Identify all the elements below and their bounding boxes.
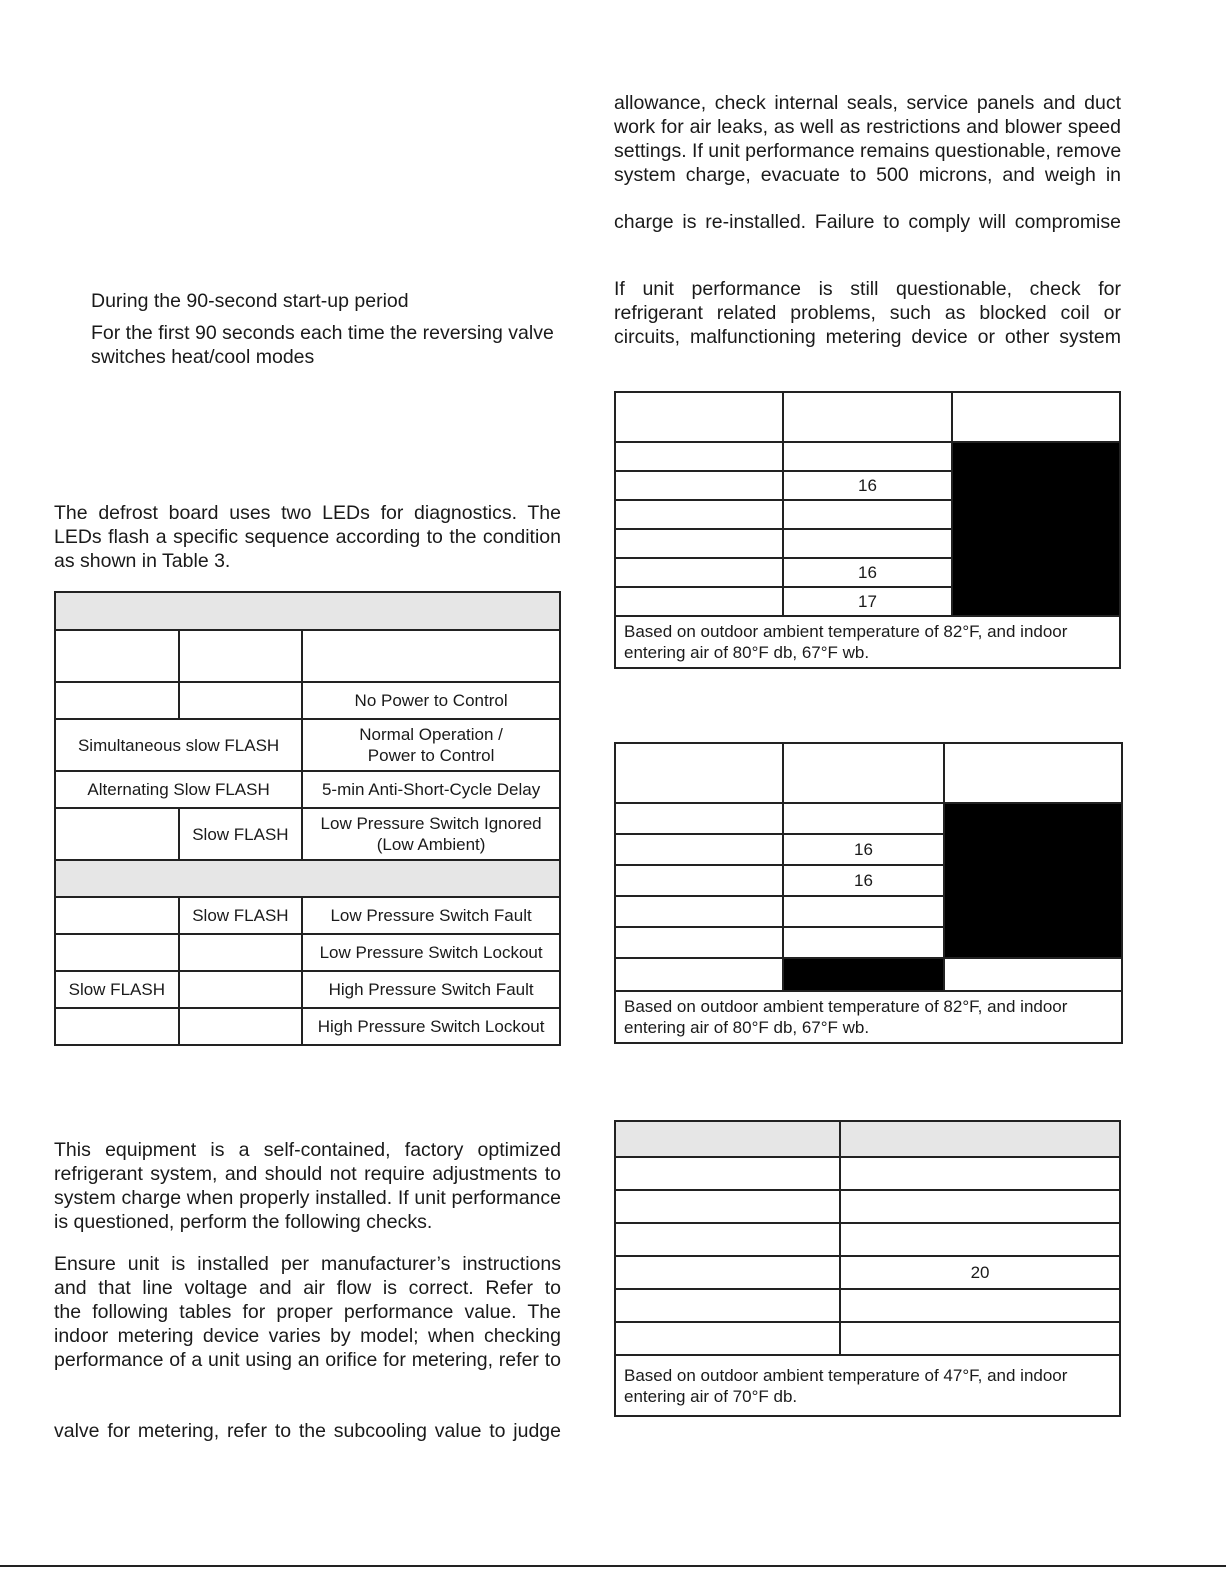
- value-cell: [783, 529, 951, 558]
- table-row: [55, 1008, 560, 1045]
- table-header-cell: [783, 743, 943, 803]
- led2-cell: [179, 682, 303, 719]
- table-header-cell: [615, 392, 783, 442]
- table-cell: [615, 927, 783, 958]
- install-paragraph: [54, 1252, 561, 1372]
- value-cell: [840, 1157, 1120, 1190]
- table-cell: [615, 500, 783, 529]
- table-row: [55, 897, 560, 934]
- text-line: settings. If unit performance remains questionable, remove: [614, 140, 1122, 162]
- table-row: [615, 1256, 1120, 1289]
- led1-cell: [55, 897, 179, 934]
- value-cell: [783, 500, 951, 529]
- condition-cell: No Power to Control: [302, 682, 560, 719]
- condition-line: (Low Ambient): [376, 835, 486, 854]
- note-line: entering air of 80°F db, 67°F wb.: [624, 1018, 870, 1037]
- value-cell: [783, 896, 943, 927]
- text-line: and that line voltage and air flow is correct. Refer to: [54, 1277, 561, 1299]
- diagnostics-intro-paragraph: [54, 501, 561, 573]
- note-line: Based on outdoor ambient temperature of 47°F, and indoor: [624, 1365, 1068, 1385]
- text-line: is questioned, perform the following checks.: [54, 1211, 433, 1233]
- allowance-paragraph: [614, 91, 1121, 187]
- text-line: valve for metering, refer to the subcooling value to judge: [54, 1420, 561, 1442]
- masked-cell: [952, 442, 1120, 616]
- led1-cell: [55, 934, 179, 971]
- performance-table-b: [614, 742, 1123, 1044]
- value-cell: [840, 1190, 1120, 1223]
- footer-rule: [0, 1565, 1226, 1567]
- table-cell: [615, 587, 783, 616]
- led2-cell: Slow FLASH: [179, 897, 303, 934]
- value-cell: 16: [783, 865, 943, 896]
- masked-cell: [783, 958, 943, 991]
- table-row: [615, 1289, 1120, 1322]
- condition-cell: Low Pressure Switch Lockout: [302, 934, 560, 971]
- value-cell: 16: [783, 558, 951, 587]
- text-line: the following tables for proper performance value. The: [54, 1301, 561, 1323]
- table-row: [615, 1190, 1120, 1223]
- table-header-cell: [952, 392, 1120, 442]
- table-row: [615, 1322, 1120, 1355]
- text-line: as shown in Table 3.: [54, 550, 231, 572]
- table-section-row: [55, 860, 560, 897]
- table-cell: [615, 1322, 840, 1355]
- led-diagnostics-table: [54, 591, 561, 1046]
- table-note: [615, 1355, 1120, 1416]
- table-cell: [944, 958, 1122, 991]
- condition-cell: Low Pressure Switch Fault: [302, 897, 560, 934]
- table-cell: [615, 1256, 840, 1289]
- startup-item-2: [91, 321, 561, 369]
- table-row: [55, 682, 560, 719]
- note-line: entering air of 80°F db, 67°F wb.: [624, 643, 870, 662]
- led2-cell: [179, 1008, 303, 1045]
- value-cell: [840, 1223, 1120, 1256]
- table-header-cell: [179, 630, 303, 682]
- questionable-paragraph: [614, 277, 1121, 349]
- table-row: [55, 808, 560, 860]
- text-line: LEDs flash a specific sequence according to the condition: [54, 526, 561, 548]
- table-row: [615, 442, 1120, 471]
- table-cell: [615, 1289, 840, 1322]
- table-cell: [615, 896, 783, 927]
- condition-line: Power to Control: [367, 746, 495, 765]
- table-header-cell: [615, 1121, 840, 1157]
- table-cell: [615, 1223, 840, 1256]
- table-row: [55, 934, 560, 971]
- text-line: system charge when properly installed. If unit performance: [54, 1187, 561, 1209]
- led1-cell: [55, 808, 179, 860]
- table-row: [615, 1223, 1120, 1256]
- led2-cell: Slow FLASH: [179, 808, 303, 860]
- table-row: [615, 803, 1122, 834]
- value-cell: [840, 1322, 1120, 1355]
- table-header-cell: [783, 392, 951, 442]
- table-title-row: [55, 592, 560, 630]
- led-pattern-cell: Simultaneous slow FLASH: [55, 719, 302, 771]
- table-cell: [615, 834, 783, 865]
- table-row: [615, 1157, 1120, 1190]
- text-line: system charge, evacuate to 500 microns, and weigh in: [614, 164, 1121, 186]
- table-cell: [615, 442, 783, 471]
- table-note: [615, 616, 1120, 668]
- performance-table-a: [614, 391, 1121, 669]
- led2-cell: [179, 971, 303, 1008]
- text-line: charge is re-installed. Failure to comply will compromise: [614, 211, 1121, 233]
- table-cell: [615, 803, 783, 834]
- condition-cell: [302, 719, 560, 771]
- table-row: [55, 971, 560, 1008]
- startup-item-2-line-1: For the first 90 seconds each time the reversing valve: [91, 322, 554, 344]
- value-cell: 20: [840, 1256, 1120, 1289]
- table-header-cell: [615, 743, 783, 803]
- table-row: [55, 771, 560, 808]
- value-cell: [840, 1289, 1120, 1322]
- table-cell: [615, 558, 783, 587]
- note-line: Based on outdoor ambient temperature of 82°F, and indoor: [624, 622, 1068, 641]
- text-line: indoor metering device varies by model; when checking: [54, 1325, 561, 1347]
- table-cell: [615, 1190, 840, 1223]
- value-cell: [783, 442, 951, 471]
- text-line: performance of a unit using an orifice for metering, refer to: [54, 1349, 561, 1371]
- value-cell: [783, 927, 943, 958]
- performance-table-c: [614, 1120, 1121, 1417]
- note-line: entering air of 70°F db.: [624, 1386, 798, 1406]
- led2-cell: [179, 934, 303, 971]
- startup-item-1: During the 90-second start-up period: [91, 290, 409, 312]
- value-cell: [783, 803, 943, 834]
- valve-line: [54, 1419, 561, 1443]
- text-line: If unit performance is still questionable, check for: [614, 278, 1121, 300]
- note-line: Based on outdoor ambient temperature of 82°F, and indoor: [624, 997, 1068, 1016]
- led1-cell: [55, 1008, 179, 1045]
- condition-line: Low Pressure Switch Ignored: [320, 814, 542, 833]
- text-line: The defrost board uses two LEDs for diagnostics. The: [54, 502, 561, 524]
- text-line: allowance, check internal seals, service panels and duct: [614, 92, 1121, 114]
- table-note: [615, 991, 1122, 1043]
- text-line: This equipment is a self-contained, factory optimized: [54, 1139, 561, 1161]
- table-row: [55, 719, 560, 771]
- text-line: circuits, malfunctioning metering device or other system: [614, 326, 1121, 348]
- reinstalled-line: [614, 210, 1121, 234]
- table-cell: [615, 958, 783, 991]
- table-header-cell: [302, 630, 560, 682]
- condition-cell: High Pressure Switch Fault: [302, 971, 560, 1008]
- value-cell: 16: [783, 834, 943, 865]
- table-cell: [615, 1157, 840, 1190]
- text-line: refrigerant system, and should not require adjustments to: [54, 1163, 561, 1185]
- condition-line: Normal Operation /: [359, 725, 503, 744]
- table-cell: [615, 471, 783, 500]
- charge-paragraph: [54, 1138, 561, 1234]
- text-line: Ensure unit is installed per manufacturer’s instructions: [54, 1253, 561, 1275]
- condition-cell: [302, 808, 560, 860]
- condition-cell: 5-min Anti-Short-Cycle Delay: [302, 771, 560, 808]
- text-line: work for air leaks, as well as restrictions and blower speed: [614, 116, 1121, 138]
- text-line: refrigerant related problems, such as blocked coil or: [614, 302, 1121, 324]
- table-row: [615, 958, 1122, 991]
- value-cell: 16: [783, 471, 951, 500]
- condition-cell: High Pressure Switch Lockout: [302, 1008, 560, 1045]
- masked-cell: [944, 803, 1122, 958]
- table-cell: [615, 865, 783, 896]
- led1-cell: Slow FLASH: [55, 971, 179, 1008]
- led-pattern-cell: Alternating Slow FLASH: [55, 771, 302, 808]
- table-header-cell: [840, 1121, 1120, 1157]
- table-header-cell: [944, 743, 1122, 803]
- table-header-cell: [55, 630, 179, 682]
- value-cell: 17: [783, 587, 951, 616]
- startup-item-2-line-2: switches heat/cool modes: [91, 346, 315, 368]
- table-cell: [615, 529, 783, 558]
- led1-cell: [55, 682, 179, 719]
